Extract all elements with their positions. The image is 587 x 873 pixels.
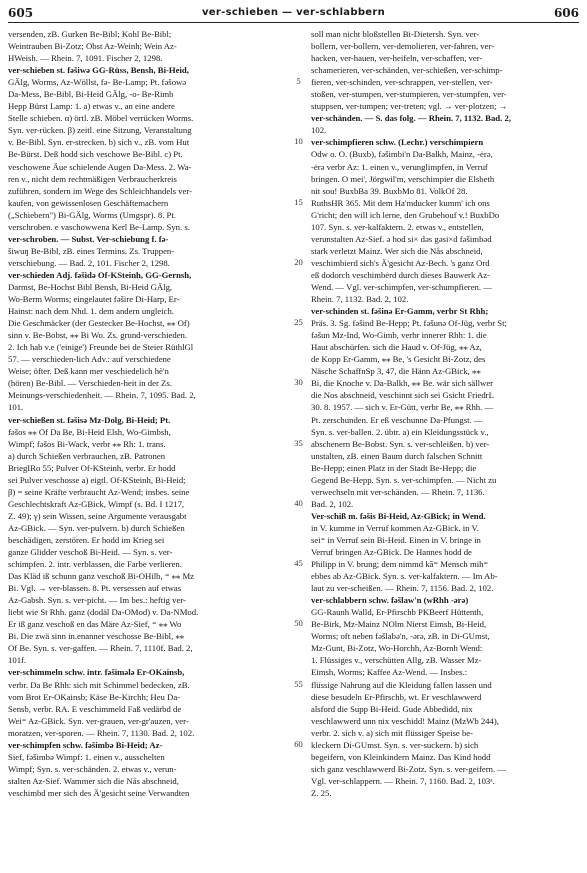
text-line: Mz-Gunt, Bi-Zotz, Wo-Horchh, Az-Bornh Wend:: [311, 643, 483, 654]
text-line: (hören) Be-Bibl. — Verschieden-heit in der Zs.: [8, 378, 172, 389]
line-number: 15: [294, 196, 303, 207]
text-line: Wimpf; Syn. s. ver-schänden. 2. etwas v., verun-: [8, 763, 177, 774]
text-line: Be-Bürst. Deß hodd sich veschowe Be-Bibl. c) Pt.: [8, 149, 183, 160]
text-line: Z. 49); γ) sein Wissen, seine Argumente verausgabt: [8, 510, 187, 521]
text-line: 1. Flüssiges v., verschütten Allg, zB. Wasser Mz-: [311, 655, 482, 666]
text-line: Verruf bringen Az-GBick. De Hannes hodd de: [311, 547, 472, 558]
text-line: Syn. ver-rücken. β) zeitl. eine Sitzung, Veranstaltung: [8, 125, 192, 136]
text-line: Darmst, Be-Hochst Bibl Bensh, Bi-Heid GÄlg,: [8, 281, 173, 292]
text-line: Er iß ganz veschoß en das Märe Az-Sief, ⁼ ⁎⁎ Wo: [8, 619, 182, 630]
line-number: 55: [294, 678, 303, 689]
text-line: Vgl. ver-schlappern. — Rhein. 7, 1160. Bad. 2, 103ᵃ.: [311, 775, 495, 786]
text-line: Ver-schiß m. fəšis Bi-Heid, Az-GBick; in Wend.: [311, 510, 486, 521]
text-line: Odw o. O. (Buxb), fəšimbi'n Da-Balkh, Mainz, -ėrə,: [311, 149, 493, 160]
text-line: ver-schlabbern schw. fəšlaw'n (wRhh -ərə): [311, 595, 469, 606]
text-line: stalten Az-Sief. Wammer sich die Nås abschneid,: [8, 775, 179, 786]
text-line: GÄlg, Worms, Az-Wöllst, fə- Be-Lamp; Pt. fəšowə: [8, 77, 187, 88]
text-line: ver-schieben st. fəšiwə GG-Rüss, Bensh, Bi-Heid,: [8, 65, 189, 76]
text-line: Hepp Bürst Lamp: 1. a) etwas v., an eine andere: [8, 101, 175, 112]
text-line: laut zu ver-scheißen. — Rhein. 7, 1156. Bad. 2, 102.: [311, 583, 494, 594]
text-line: Meinungs-verschiedenheit. — Rhein. 7, 1095. Bad. 2,: [8, 390, 196, 401]
text-line: 102.: [311, 125, 327, 136]
text-line: Das Kläd iß schunn ganz veschoß Bi-OHilb, ⁼ ⁎⁎ Mz: [8, 571, 195, 582]
text-line: diese besudeln Er-Pfirschb, wt. Er veschlawwerd: [311, 691, 482, 702]
text-line: de Kopp Er-Gamm, ⁎⁎ Be, 's Gesicht Bi-Zotz, des: [311, 354, 486, 365]
text-line: Wend. — Vgl. ver-schimpfen, ver-schumpfieren. —: [311, 281, 492, 292]
text-line: ver-schießen st. fəšisə Mz-Dolg, Bi-Heid; Pt.: [8, 414, 171, 425]
text-line: abschenern Be-Bobst. Syn. s. ver-schleißen. b) ver-: [311, 438, 490, 449]
text-line: Bi. Vgl. → ver-blassen. 8. Pt. versessen auf etwas: [8, 583, 182, 594]
text-line: verbr. 2. sich v. a) sich mit flüssiger Speise be-: [311, 727, 474, 738]
text-line: Syn. s. ver-ballen. 2. übtr. a) ein Kleidungsstück v.,: [311, 426, 489, 437]
text-line: šiwuŋ Be-Bibl, zB. eines Termins. Zs. Truppen-: [8, 245, 175, 256]
page-header: [8, 6, 579, 22]
text-line: Präs. 3. Sg. fəšind Be-Hepp; Pt. fəšunə Of-Jüg, verbr St;: [311, 318, 507, 329]
text-line: 2. Ich hab v.e ('einige') Freunde bei de Steier RüthlGl: [8, 342, 194, 353]
text-line: 57. — verschieden-lich Adv.: auf verschiedene: [8, 354, 171, 365]
text-line: verwechseln mit ver-schänden. — Rhein. 7, 1136.: [311, 486, 485, 497]
text-line: Weintrauben Bi-Zotz; Obst Az-Weinh; Wein Az-: [8, 41, 177, 52]
line-number: 50: [294, 618, 303, 629]
text-line: G'richt; den will ich lerne, den Grubehouf v.! BuxbDo: [311, 209, 500, 220]
text-line: RuthsHR 365. Mit dem Ha'mducker kumm' ich ons: [311, 197, 490, 208]
text-line: Worms; oft neben fəšlabə'n, -ərə, zB. in Di-GUmst,: [311, 631, 490, 642]
text-line: ren v., nicht dem rechtmäßigen Verbraucherkreis: [8, 173, 177, 184]
text-line: Rhein. 7, 1132. Bad. 2, 102.: [311, 294, 409, 305]
text-line: sich ganz veschlawwerd Bi-Zotz. Syn. s. ver-geifern. —: [311, 763, 506, 774]
text-line: sei⁼ in Verruf sein Bi-Heid. Einen in V. bringe in: [311, 534, 481, 545]
line-number: 30: [294, 377, 303, 388]
text-line: kaufen, von gewissenlosen Geschäftemachern: [8, 197, 169, 208]
text-line: ver-schimpfieren schw. (Lechr.) verschimpiern: [311, 137, 484, 148]
text-line: liebt wie St Rhh. ganz (dodäl Da-OMod) v. Da-NMod.: [8, 607, 199, 618]
text-line: Bi, die Knoche v. Da-Balkh, ⁎⁎ Be. wär sich sällwer: [311, 378, 494, 389]
text-line: v. Be-Bibl. Syn. er-strecken. b) sich v., zB. vom Hut: [8, 137, 190, 148]
text-line: Of Be. Syn. s. ver-gaffen. — Rhein. 7, 1110f. Bad. 2,: [8, 643, 193, 654]
text-line: ver-schieden Adj. fəšidə Of-KSteinh, GG-Gernsh,: [8, 269, 192, 280]
text-line: Pt. zerschunden. Er eß veschunne Da-Pfungst. —: [311, 414, 483, 425]
text-line: Wo-Berm Worms; eingelautet fəšire Di-Harp, Er-: [8, 294, 180, 305]
text-line: eß dodorch veschimbėrd durch dieses Bauwerk Az-: [311, 269, 491, 280]
text-line: ver-schänden. — S. das folg. — Rhein. 7, 1132. Bad. 2,: [311, 113, 511, 124]
text-line: beschädigen, zerstören. Er hodd im Krieg sei: [8, 534, 165, 545]
text-line: kleckern Di-GUmst. Syn. s. ver-suckern. b) sich: [311, 739, 479, 750]
text-line: unstalten, zB. einen Baum durch falschen Schnitt: [311, 450, 483, 461]
text-line: schamerieren, ver-schänden, ver-schießen, ver-schimp-: [311, 65, 503, 76]
text-line: ver-schimpfen schw. fəšimbə Bi-Heid; Az-: [8, 739, 163, 750]
text-line: 101f.: [8, 655, 27, 666]
text-line: alsford die Supp Bi-Heid. Gude Abbedidd, nix: [311, 703, 473, 714]
text-line: Haut abschürfen. sich die Haud v. Of-Jüg, ⁎⁎ Az,: [311, 342, 482, 353]
right-column: [311, 28, 581, 865]
text-line: -ėrə verbr Az: 1. einen v., verunglimpfen, in Verruf: [311, 161, 488, 172]
text-line: Weise; öfter. Deß kann mer veschiedelich hè'n: [8, 366, 169, 377]
text-line: ver-schinden st. fəšinə Er-Gamm, verbr St Rhh;: [311, 306, 489, 317]
text-line: verschroben. e vaschowwena Kerl Be-Lamp. Syn. s.: [8, 221, 190, 232]
line-number: 20: [294, 256, 303, 267]
text-line: β) = seine Kräfte verbraucht Az-Wend; insbes. seine: [8, 486, 190, 497]
text-line: veschimbd mer sich des Ä'gesicht seine Verwandten: [8, 787, 190, 798]
line-number: 60: [294, 738, 303, 749]
text-line: fəšun Mz-Ind, Wo-Gimb, verbr innerer Rhh: 1. die: [311, 330, 487, 341]
text-line: ver-schimmeln schw. intr. fəšimələ Er-OKainsb,: [8, 667, 185, 678]
line-number: 45: [294, 558, 303, 569]
left-column: [8, 28, 286, 865]
page-number-left: 605: [8, 6, 34, 20]
text-line: bollern, ver-bollern, ver-demolieren, ver-fahren, ver-: [311, 41, 495, 52]
text-line: Näsche SchaffnSp 3, 47, die Hänn Az-GBick, ⁎⁎: [311, 366, 481, 377]
text-line: Stelle schieben. α) örtl. zB. Möbel verrücken Worms.: [8, 113, 194, 124]
text-line: Az-GBick. — Syn. ver-pulvern. b) durch Schießen: [8, 522, 185, 533]
line-number: 25: [294, 317, 303, 328]
text-line: versenden, zB. Gurken Be-Bibl; Kohl Be-Bibl;: [8, 29, 172, 39]
text-line: nit sou! BuxbBa 39. BuxbMo 81. VolkOf 28.: [311, 185, 468, 196]
text-line: 101.: [8, 402, 24, 413]
text-line: ganze Glidder veschoß Bi-Heid. — Syn. s. ver-: [8, 547, 173, 558]
text-line: in V. kumme in Verruf kommen Az-GBick. in V.: [311, 522, 479, 533]
text-line: („Schiebern") Bi-GÄlg, Worms (Umgspr). 8. Pt.: [8, 209, 176, 220]
header-rule: [8, 22, 579, 23]
text-line: moratzen, ver-sporen. — Rhein. 7, 1130. Bad. 2, 102.: [8, 727, 195, 738]
text-line: fieren, ver-schinden, ver-schrappen, ver-stellen, ver-: [311, 77, 493, 88]
text-line: Hainst: nach dem Nhd. 1. dem andern ungleich.: [8, 306, 174, 317]
text-line: Bad. 2, 102.: [311, 498, 354, 509]
text-line: ver-schroben. — Subst. Ver-schiebung f. fə-: [8, 233, 169, 244]
line-number-gutter: [288, 28, 309, 865]
running-head: ver-schieben — ver-schlabbern: [201, 7, 386, 18]
text-line: Sief, fəšimbə Wimpf: 1. einen v., ausschelten: [8, 751, 165, 762]
text-line: zuführen, sondern im Wege des Schleichhandels ver-: [8, 185, 192, 196]
text-line: Geschlechtskraft Az-GBick, Wimpf (s. Bd. I 1217,: [8, 498, 185, 509]
text-line: 107. Syn. s. ver-kalfaktern. 2. etwas v., entstellen,: [311, 221, 484, 232]
text-line: stoßen, ver-stumpen, ver-stumpieren, ver-stumpfen, ver-: [311, 89, 507, 100]
text-line: verbr. Da Be Rhh: sich mit Schimmel bedecken, zB.: [8, 679, 190, 690]
text-line: Eimsh, Worms; Kaffee Az-Wend. — Insbes.:: [311, 667, 468, 678]
line-number: 5: [296, 76, 301, 87]
text-line: Wei⁼ Az-GBick. Syn. ver-grauen, ver-gr'auzen, ver-: [8, 715, 189, 726]
text-line: Z. 25.: [311, 787, 332, 798]
text-line: Bi. Die zwä sinn in.enanner veschosse Be-Bibl, ⁎⁎: [8, 631, 185, 642]
text-line: begeifern, von Kleinkindern Mainz. Das Kind hodd: [311, 751, 491, 762]
text-line: Da-Mess, Be-Bibl, Bi-Heid GÄlg, -o- Be-Rimb: [8, 89, 174, 100]
text-line: bringen. O mei', Jörgwil'm, verschimpier die Elsbeth: [311, 173, 495, 184]
text-line: Be-Birk, Mz-Mainz NOlm Nierst Eimsh, Bi-Heid,: [311, 619, 487, 630]
text-line: fəšos ⁎⁎ Of Da Be, Bi-Heid Elsh, Wo-Gimbsh,: [8, 426, 171, 437]
text-line: schimpfen. 2. intr. verblassen, die Farbe verlieren.: [8, 559, 182, 570]
text-line: a) durch Schießen verbrauchen, zB. Patronen: [8, 450, 166, 461]
text-line: Philipp in V. brung; dem nimmd kā⁼ Mensch mih⁼: [311, 559, 489, 570]
text-line: verschiebung. — Bad. 2, 101. Fischer 2, 1298.: [8, 257, 170, 268]
line-number: 35: [294, 437, 303, 448]
text-line: stuppsen, ver-tumpen; ver-treten; vgl. → ver-plotzen; →: [311, 101, 508, 112]
line-number: 40: [294, 497, 303, 508]
text-line: veschowene Äue schielende Augen Da-Mess. 2. Wa-: [8, 161, 192, 172]
text-line: flüssige Nahrung auf die Kleidung fallen lassen und: [311, 679, 492, 690]
text-line: Die Geschmäcker (der Gestecker Be-Hochst, ⁎⁎ Of): [8, 318, 190, 329]
text-line: GG-Raunh Walld, Er-Pfirschb PKBeerf Hüttenth,: [311, 607, 484, 618]
text-line: stark verletzt Mainz. Wer sich die Nås abschneid,: [311, 245, 483, 256]
text-line: verunstalten Az-Sief. ə hod si× dəs gəsi×d fəšimbəd: [311, 233, 492, 244]
text-line: Sensb, verbr. RA. E veschimmeld Faß vedärbd de: [8, 703, 182, 714]
text-line: die Nos abschneid, veschinnt sich sei Gsicht FriedrL: [311, 390, 494, 401]
text-line: ebbes ab Az-GBick. Syn. s. ver-kalfaktern. — Im Ab-: [311, 571, 498, 582]
text-line: Gegend Be-Hepp. Syn. s. ver-schimpfen. — Nicht zu: [311, 474, 497, 485]
text-line: Wimpf; fəšos Bi-Wack, verbr ⁎⁎ Rh: 1. trans.: [8, 438, 166, 449]
text-line: hacken, ver-hauen, ver-heifeln, ver-schaffen, ver-: [311, 53, 483, 64]
text-line: HWeish. — Rhein. 7, 1091. Fischer 2, 1298.: [8, 53, 163, 64]
text-line: BriegIRo 55; Pulver Of-KSteinh, verbr. Er hodd: [8, 462, 176, 473]
text-line: sinn v. Be-Bobst, ⁎⁎ Bi Wo. Zs. grund-verschieden.: [8, 330, 188, 341]
page-number-right: 606: [553, 6, 579, 20]
text-line: veschlawwerd unn nix veschidd! Mainz (MzWb 244),: [311, 715, 499, 726]
text-line: soll man nicht bloßstellen Bi-Dietersh. Syn. ver-: [311, 29, 480, 39]
text-line: sei Pulver veschosse a) eigtl. Of-KSteinh, Bi-Heid;: [8, 474, 186, 485]
text-line: Be-Hepp; einen Platz in der Stadt Be-Hepp; die: [311, 462, 477, 473]
text-line: vom Brot Er-OKainsb; Käse Be-Kirchh; Heu Da-: [8, 691, 181, 702]
text-line: 30. 8. 1957. — sich v. Er-Gütt, verbr Be, ⁎⁎ Rhh. —: [311, 402, 494, 413]
text-line: Az-Gabsh. Syn. s. ver-picht. — Im bes.: heftig ver-: [8, 595, 186, 606]
text-line: veschimbierd sich's Ä'gesicht Az-Bech. 's ganz Ord: [311, 257, 490, 268]
line-number: 10: [294, 136, 303, 147]
